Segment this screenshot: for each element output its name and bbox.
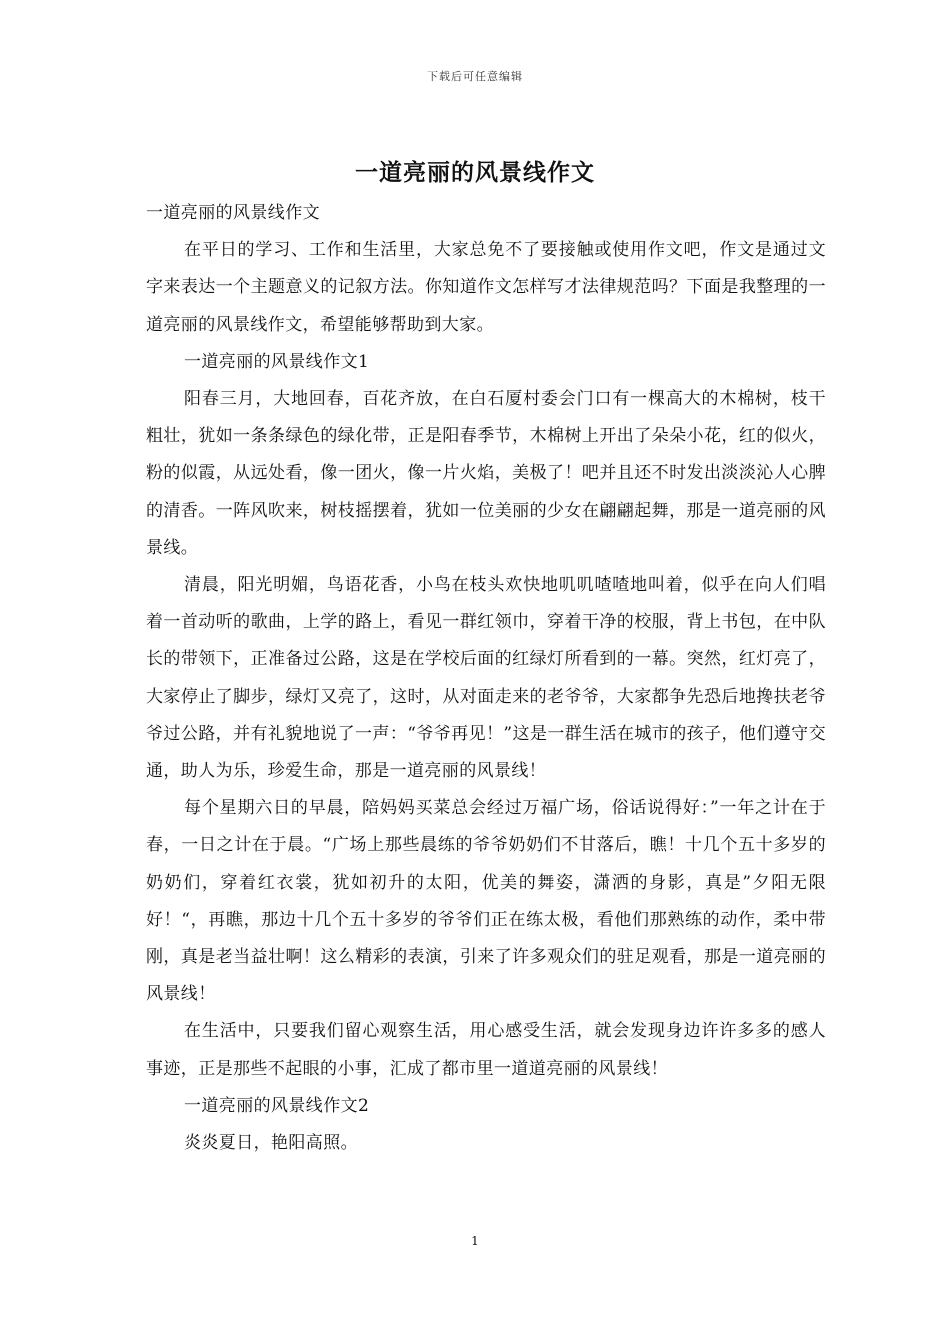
- paragraph: 一道亮丽的风景线作文: [146, 203, 320, 223]
- paragraph: 炎炎夏日，艳阳高照。: [184, 1133, 358, 1154]
- header-note: 下载后可任意编辑: [427, 70, 523, 83]
- document-body: [146, 195, 826, 1162]
- paragraph: 在生活中，只要我们留心观察生活，用心感受生活，就会发现身边许许多多的感人事迹，正是那些不起眼的小事，汇成了都市里一道道亮丽的风景线！: [146, 1021, 826, 1079]
- paragraph: 清晨，阳光明媚，鸟语花香，小鸟在枝头欢快地叽叽喳喳地叫着，似乎在向人们唱着一首动听的歌曲，上学的路上，看见一群红领巾，穿着干净的校服，背上书包，在中队长的带领下，正准备过公路，这是在学校后面的红绿灯所看到的一幕。突然，红灯亮了，大家停止了脚步，绿灯又亮了，这时，从对面走来的老爷爷，大家都争先恐后地搀扶老爷爷过公路，并有礼貌地说了一声：“爷爷再见！”这是一群生活在城市的孩子，他们遵守交通，助人为乐，珍爱生命，那是一道亮丽的风景线！: [146, 575, 826, 782]
- document-title: 一道亮丽的风景线作文: [355, 159, 595, 186]
- page-number: 1: [471, 1234, 479, 1248]
- paragraph: 在平日的学习、工作和生活里，大家总免不了要接触或使用作文吧，作文是通过文字来表达一个主题意义的记叙方法。你知道作文怎样写才法律规范吗？下面是我整理的一道亮丽的风景线作文，希望能够帮助到大家。: [146, 240, 826, 335]
- paragraph: 每个星期六日的早晨，陪妈妈买菜总会经过万福广场，俗话说得好：”一年之计在于春，一日之计在于晨。“广场上那些晨练的爷爷奶奶们不甘落后，瞧！十几个五十多岁的奶奶们，穿着红衣裳，犹如初升的太阳，优美的舞姿，潇洒的身影，真是”夕阳无限好！“，再瞧，那边十几个五十多岁的爷爷们正在练太极，看他们那熟练的动作，柔中带刚，真是老当益壮啊！这么精彩的表演，引来了许多观众们的驻足观看，那是一道亮丽的风景线！: [146, 798, 826, 1005]
- paragraph: 一道亮丽的风景线作文1: [184, 351, 370, 372]
- paragraph: 一道亮丽的风景线作文2: [184, 1095, 370, 1116]
- paragraph: 阳春三月，大地回春，百花齐放，在白石厦村委会门口有一棵高大的木棉树，枝干粗壮，犹如一条条绿色的绿化带，正是阳春季节，木棉树上开出了朵朵小花，红的似火，粉的似霞，从远处看，像一团火，像一片火焰，美极了！吧并且还不时发出淡淡沁人心脾的清香。一阵风吹来，树枝摇摆着，犹如一位美丽的少女在翩翩起舞，那是一道亮丽的风景线。: [146, 389, 826, 558]
